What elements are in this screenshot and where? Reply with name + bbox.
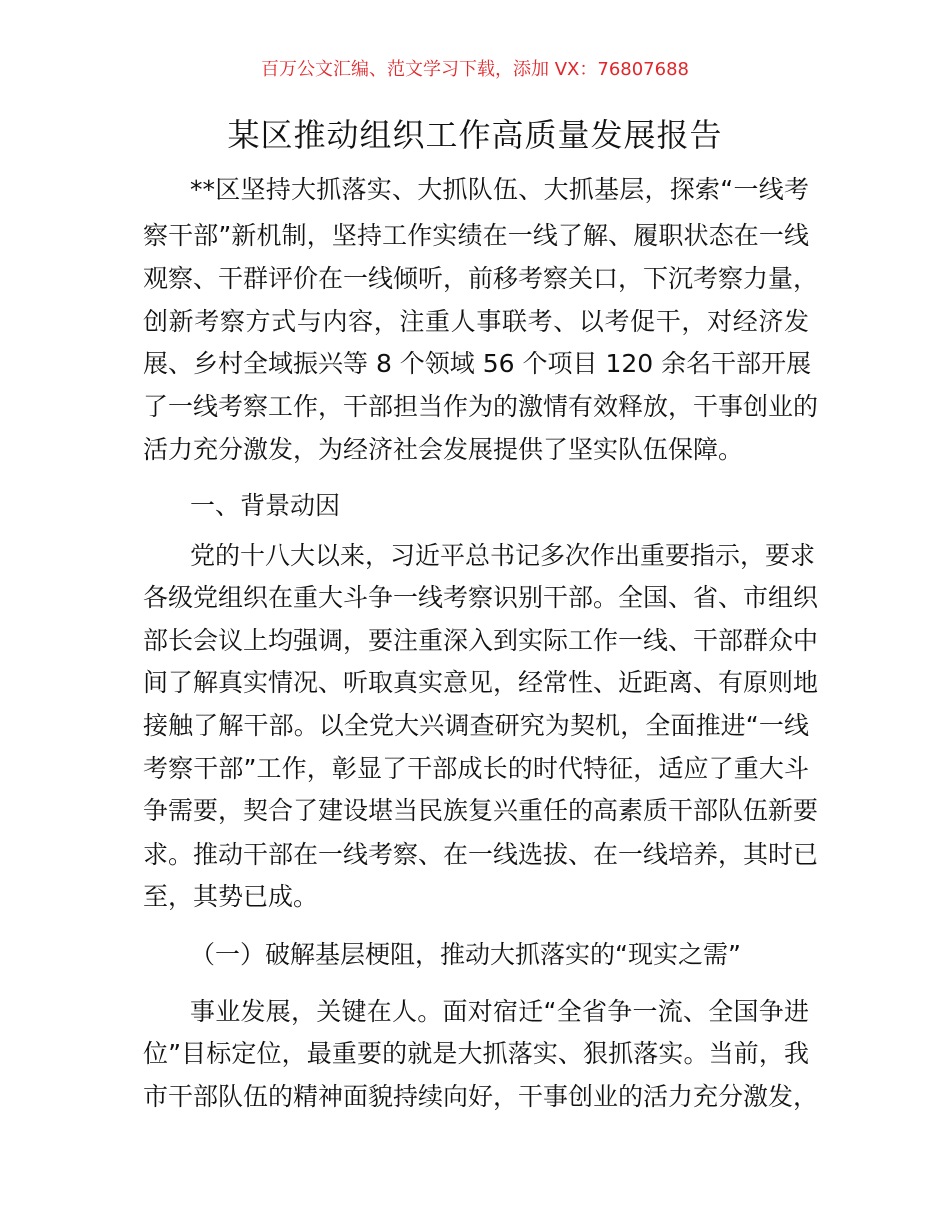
text-line: 了一线考察工作，干部担当作为的激情有效释放，干事创业的 xyxy=(143,392,819,421)
text-line: 间了解真实情况、听取真实意见，经常性、近距离、有原则地 xyxy=(143,668,819,697)
text-line: 活力充分激发，为经济社会发展提供了坚实队伍保障。 xyxy=(143,435,744,464)
text-line: 事业发展，关键在人。面对宿迁“全省争一流、全国争进 xyxy=(190,997,809,1026)
text-line: 部长会议上均强调，要注重深入到实际工作一线、干部群众中 xyxy=(143,626,819,655)
text-line: 党的十八大以来，习近平总书记多次作出重要指示，要求 xyxy=(190,541,816,570)
document-title: 某区推动组织工作高质量发展报告 xyxy=(227,116,723,154)
text-line: 观察、干群评价在一线倾听，前移考察关口，下沉考察力量， xyxy=(143,264,819,293)
text-line: 求。推动干部在一线考察、在一线选拔、在一线培养，其时已 xyxy=(143,840,819,869)
text-line: 察干部”新机制，坚持工作实绩在一线了解、履职状态在一线 xyxy=(143,221,809,250)
text-line: 至，其势已成。 xyxy=(143,882,319,911)
text-line: 接触了解干部。以全党大兴调查研究为契机，全面推进“一线 xyxy=(143,711,809,740)
text-line: 考察干部”工作，彰显了干部成长的时代特征，适应了重大斗 xyxy=(143,754,809,783)
text-line: 展、乡村全域振兴等 8 个领域 56 个项目 120 余名干部开展 xyxy=(143,349,812,378)
text-line: 市干部队伍的精神面貌持续向好，干事创业的活力充分激发， xyxy=(143,1082,819,1111)
text-line: 创新考察方式与内容，注重人事联考、以考促干，对经济发 xyxy=(143,307,809,336)
subsection-heading: （一）破解基层梗阻，推动大抓落实的“现实之需” xyxy=(190,940,741,969)
text-line: 位”目标定位，最重要的就是大抓落实、狠抓落实。当前，我 xyxy=(143,1039,809,1068)
text-line: 各级党组织在重大斗争一线考察识别干部。全国、省、市组织 xyxy=(143,583,819,612)
text-line: **区坚持大抓落实、大抓队伍、大抓基层，探索“一线考 xyxy=(190,175,809,204)
text-line: 争需要，契合了建设堪当民族复兴重任的高素质干部队伍新要 xyxy=(143,796,819,825)
watermark-header: 百万公文汇编、范文学习下载，添加 VX：76807688 xyxy=(261,59,689,80)
section-heading: 一、背景动因 xyxy=(190,491,341,520)
